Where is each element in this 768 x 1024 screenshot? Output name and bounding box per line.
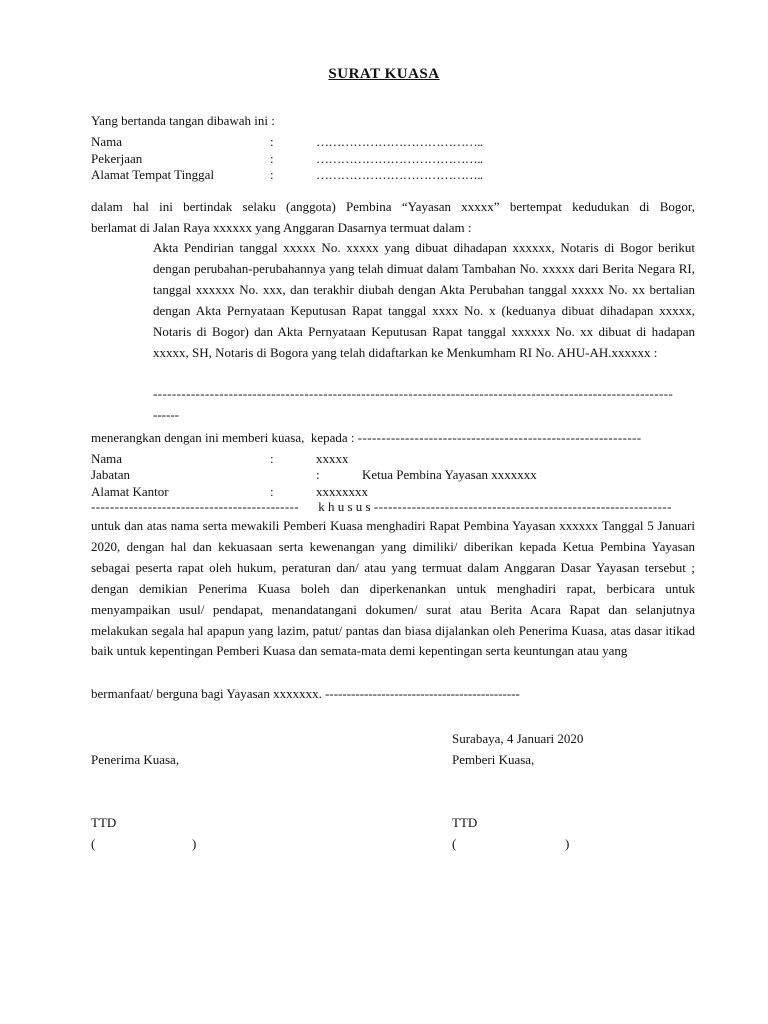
grantor-paren-open: (: [452, 836, 457, 851]
deed-dashes-end: ------: [153, 407, 179, 422]
khusus-dashes-right: ---------------------------------------------------------------: [373, 499, 672, 514]
purpose-paragraph: untuk dan atas nama serta mewakili Pemberi Kuasa menghadiri Rapat Pembina Yayasan xxxxxx Tanggal 5 Januari 2020, dengan hal dan kekuasaan serta kewenangan yang dimiliki/ diberikan kepada Ketua Pembina Yayasan sebagai peserta rapat oleh hukum, peraturan dan/ atau yang termuat dalam Anggaran Dasar Yayasan tersebut ; dengan demikian Penerima Kuasa boleh dan diperkenankan untuk menghadiri rapat, berbicara untuk menyampaikan usul/ pendapat, menandatangani dokumen/ surat atau Berita Acara Rapat dan selanjutnya melakukan segala hal apapun yang lazim, patut/ pantas dan biasa dijalankan oleh Penerima Kuasa, atas dasar itikad baik untuk kepentingan Pemberi Kuasa dan semata-mata demi kepentingan serta keuntungan atau yang: [91, 518, 695, 659]
grant-text: menerangkan dengan ini memberi kuasa, kepada :: [91, 430, 358, 445]
grantor-name-label: Nama: [91, 134, 123, 149]
grant-dashes: ------------------------------------------------------------: [357, 430, 642, 445]
grantee-position-value: Ketua Pembina Yayasan xxxxxxx: [362, 467, 537, 482]
intro-text: Yang bertanda tangan dibawah ini :: [91, 113, 275, 128]
khusus-word: k h u s u s: [315, 499, 374, 514]
deed-dashes: --------------------------------------------------------------------------------------------------------------: [153, 386, 674, 401]
grantee-office-label: Alamat Kantor: [91, 484, 169, 499]
grantee-paren-close: ): [192, 836, 197, 851]
deed-paragraph: Akta Pendirian tanggal xxxxx No. xxxxx yang dibuat dihadapan xxxxxx, Notaris di Bogor berikut dengan perubahan-perubahannya yang telah dimuat dalam Tambahan No. xxxxx dari Berita Negara RI, tanggal xxxxxx No. xxx, dan terakhir diubah dengan Akta Perubahan tanggal xxxxx No. xx bertalian dengan Akta Pernyataan Keputusan Rapat tanggal xxxx No. x (keduanya dibuat dihadapan xxxxx, Notaris di Bogor) dan Akta Pernyataan Keputusan Rapat tanggal xxxxxx No. xx dibuat di hadapan xxxxx, SH, Notaris di Bogora yang telah didaftarkan ke Menkumham RI No. AHU-AH.xxxxxx :: [153, 240, 695, 360]
grantee-ttd: TTD: [91, 815, 117, 830]
grantee-office-value: xxxxxxxx: [316, 484, 368, 499]
grantor-paren-close: ): [565, 836, 570, 851]
grantee-name-label: Nama: [91, 451, 123, 466]
grantor-job-colon: :: [270, 151, 274, 166]
grantee-position-colon: :: [316, 467, 320, 482]
grantor-job-label: Pekerjaan: [91, 151, 143, 166]
grantor-ttd: TTD: [452, 815, 478, 830]
grantor-role: Pemberi Kuasa,: [452, 752, 535, 767]
grantor-address-label: Alamat Tempat Tinggal: [91, 167, 215, 182]
grantor-address-value: …………………………………..: [316, 167, 483, 182]
grantee-role: Penerima Kuasa,: [91, 752, 180, 767]
grantee-name-value: xxxxx: [316, 451, 349, 466]
khusus-dashes-left: --------------------------------------------: [91, 499, 300, 514]
place-date: Surabaya, 4 Januari 2020: [452, 731, 584, 746]
capacity-line-1: dalam hal ini bertindak selaku (anggota) Pembina “Yayasan xxxxx” bertempat kedudukan di Bogor,: [91, 199, 695, 214]
purpose-last-line: bermanfaat/ berguna bagi Yayasan xxxxxxx. ---------------------------------------------: [91, 686, 520, 701]
khusus-line: [91, 499, 695, 515]
grantee-paren-open: (: [91, 836, 96, 851]
grantor-address-colon: :: [270, 167, 274, 182]
grantee-name-colon: :: [270, 451, 274, 466]
capacity-line-2: berlamat di Jalan Raya xxxxxx yang Anggaran Dasarnya termuat dalam :: [91, 220, 472, 235]
grant-line: [91, 430, 695, 446]
grantee-position-label: Jabatan: [91, 467, 130, 482]
document-title: SURAT KUASA: [328, 66, 440, 82]
grantor-job-value: …………………………………..: [316, 151, 483, 166]
grantor-name-colon: :: [270, 134, 274, 149]
grantee-office-colon: :: [270, 484, 274, 499]
grantor-name-value: …………………………………..: [316, 134, 483, 149]
